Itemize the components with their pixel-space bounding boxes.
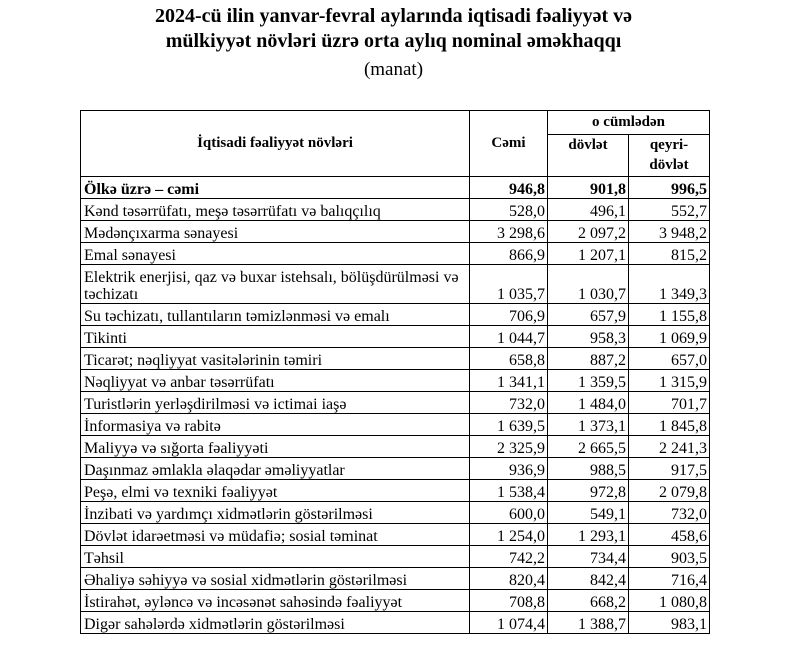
table-row xyxy=(81,436,710,458)
row-activity-name: Nəqliyyat və anbar təsərrüfatı xyxy=(81,370,470,392)
row-total: 1 538,4 xyxy=(470,480,548,502)
title-line-1: 2024-cü ilin yanvar-fevral aylarında iqtisadi fəaliyyət və xyxy=(154,5,632,27)
row-state: 2 097,2 xyxy=(548,221,629,243)
row-nonstate: 458,6 xyxy=(629,524,710,546)
row-nonstate: 2 079,8 xyxy=(629,480,710,502)
row-activity-name: Ölkə üzrə – cəmi xyxy=(81,177,470,199)
row-total: 732,0 xyxy=(470,392,548,414)
table-row xyxy=(81,524,710,546)
table-row xyxy=(81,370,710,392)
row-state: 657,9 xyxy=(548,304,629,326)
row-total: 1 074,4 xyxy=(470,612,548,634)
row-total: 658,8 xyxy=(470,348,548,370)
row-activity-name: Maliyyə və sığorta fəaliyyəti xyxy=(81,436,470,458)
row-state: 496,1 xyxy=(548,199,629,221)
table-row xyxy=(81,199,710,221)
row-activity-name: Turistlərin yerləşdirilməsi və ictimai iaşə xyxy=(81,392,470,414)
row-nonstate: 701,7 xyxy=(629,392,710,414)
row-total: 742,2 xyxy=(470,546,548,568)
row-nonstate: 815,2 xyxy=(629,243,710,265)
row-state: 668,2 xyxy=(548,590,629,612)
row-total: 946,8 xyxy=(470,177,548,199)
row-activity-name: Mədənçıxarma sənayesi xyxy=(81,221,470,243)
row-state: 958,3 xyxy=(548,326,629,348)
row-nonstate: 903,5 xyxy=(629,546,710,568)
row-nonstate: 716,4 xyxy=(629,568,710,590)
row-nonstate: 1 155,8 xyxy=(629,304,710,326)
row-nonstate: 552,7 xyxy=(629,199,710,221)
row-nonstate: 732,0 xyxy=(629,502,710,524)
row-activity-name: Emal sənayesi xyxy=(81,243,470,265)
row-activity-name: İnzibati və yardımçı xidmətlərin göstərilməsi xyxy=(81,502,470,524)
row-total: 866,9 xyxy=(470,243,548,265)
row-nonstate: 1 315,9 xyxy=(629,370,710,392)
row-state: 1 373,1 xyxy=(548,414,629,436)
row-activity-name: Digər sahələrdə xidmətlərin göstərilməsi xyxy=(81,612,470,634)
table-row xyxy=(81,265,710,304)
table-row xyxy=(81,243,710,265)
row-activity-name: Əhaliyə səhiyyə və sosial xidmətlərin göstərilməsi xyxy=(81,568,470,590)
row-total: 936,9 xyxy=(470,458,548,480)
table-row xyxy=(81,177,710,199)
table-row xyxy=(81,568,710,590)
row-nonstate: 1 069,9 xyxy=(629,326,710,348)
row-nonstate: 3 948,2 xyxy=(629,221,710,243)
table-row xyxy=(81,304,710,326)
row-total: 3 298,6 xyxy=(470,221,548,243)
table-row xyxy=(81,458,710,480)
table-body xyxy=(81,177,710,634)
row-nonstate: 917,5 xyxy=(629,458,710,480)
row-nonstate: 1 080,8 xyxy=(629,590,710,612)
page-title xyxy=(0,4,787,54)
row-activity-name: Təhsil xyxy=(81,546,470,568)
row-activity-name: Su təchizatı, tullantıların təmizlənməsi və emalı xyxy=(81,304,470,326)
row-activity-name: Ticarət; nəqliyyat vasitələrinin təmiri xyxy=(81,348,470,370)
row-total: 1 035,7 xyxy=(470,265,548,304)
row-state: 1 359,5 xyxy=(548,370,629,392)
row-total: 1 639,5 xyxy=(470,414,548,436)
row-state: 842,4 xyxy=(548,568,629,590)
header-activity: İqtisadi fəaliyyət növləri xyxy=(81,111,470,177)
row-total: 2 325,9 xyxy=(470,436,548,458)
row-activity-name: Dövlət idarəetməsi və müdafiə; sosial təminat xyxy=(81,524,470,546)
table-row xyxy=(81,392,710,414)
table-row xyxy=(81,326,710,348)
row-state: 2 665,5 xyxy=(548,436,629,458)
table-row xyxy=(81,414,710,436)
row-activity-name: İstirahət, əyləncə və incəsənət sahəsində fəaliyyət xyxy=(81,590,470,612)
title-line-2: mülkiyyət növləri üzrə orta aylıq nominal əməkhaqqı xyxy=(165,30,622,52)
row-state: 1 207,1 xyxy=(548,243,629,265)
row-total: 528,0 xyxy=(470,199,548,221)
table-row xyxy=(81,546,710,568)
row-total: 820,4 xyxy=(470,568,548,590)
row-activity-name: Peşə, elmi və texniki fəaliyyət xyxy=(81,480,470,502)
row-state: 887,2 xyxy=(548,348,629,370)
row-activity-name: İnformasiya və rabitə xyxy=(81,414,470,436)
row-state: 549,1 xyxy=(548,502,629,524)
header-state: dövlət xyxy=(548,135,629,177)
row-state: 1 388,7 xyxy=(548,612,629,634)
header-including: o cümlədən xyxy=(548,111,710,135)
unit-label: (manat) xyxy=(363,59,424,80)
row-total: 600,0 xyxy=(470,502,548,524)
row-nonstate: 996,5 xyxy=(629,177,710,199)
row-activity-name: Kənd təsərrüfatı, meşə təsərrüfatı və balıqçılıq xyxy=(81,199,470,221)
header-nonstate: qeyri-dövlət xyxy=(629,135,710,177)
table-row xyxy=(81,590,710,612)
row-activity-name: Daşınmaz əmlakla əlaqədar əməliyyatlar xyxy=(81,458,470,480)
row-total: 1 254,0 xyxy=(470,524,548,546)
row-total: 706,9 xyxy=(470,304,548,326)
table-row xyxy=(81,502,710,524)
row-state: 1 293,1 xyxy=(548,524,629,546)
row-state: 901,8 xyxy=(548,177,629,199)
row-activity-name: Elektrik enerjisi, qaz və buxar istehsalı, bölüşdürülməsi və təchizatı xyxy=(81,265,470,304)
row-state: 988,5 xyxy=(548,458,629,480)
table-row xyxy=(81,480,710,502)
wage-table xyxy=(80,110,710,634)
row-nonstate: 1 845,8 xyxy=(629,414,710,436)
table-row xyxy=(81,221,710,243)
row-nonstate: 1 349,3 xyxy=(629,265,710,304)
row-total: 708,8 xyxy=(470,590,548,612)
row-nonstate: 2 241,3 xyxy=(629,436,710,458)
row-state: 972,8 xyxy=(548,480,629,502)
row-activity-name: Tikinti xyxy=(81,326,470,348)
table-row xyxy=(81,348,710,370)
row-nonstate: 983,1 xyxy=(629,612,710,634)
table-row xyxy=(81,612,710,634)
row-state: 1 030,7 xyxy=(548,265,629,304)
row-nonstate: 657,0 xyxy=(629,348,710,370)
row-state: 1 484,0 xyxy=(548,392,629,414)
row-total: 1 341,1 xyxy=(470,370,548,392)
row-total: 1 044,7 xyxy=(470,326,548,348)
header-total: Cəmi xyxy=(470,111,548,177)
row-state: 734,4 xyxy=(548,546,629,568)
